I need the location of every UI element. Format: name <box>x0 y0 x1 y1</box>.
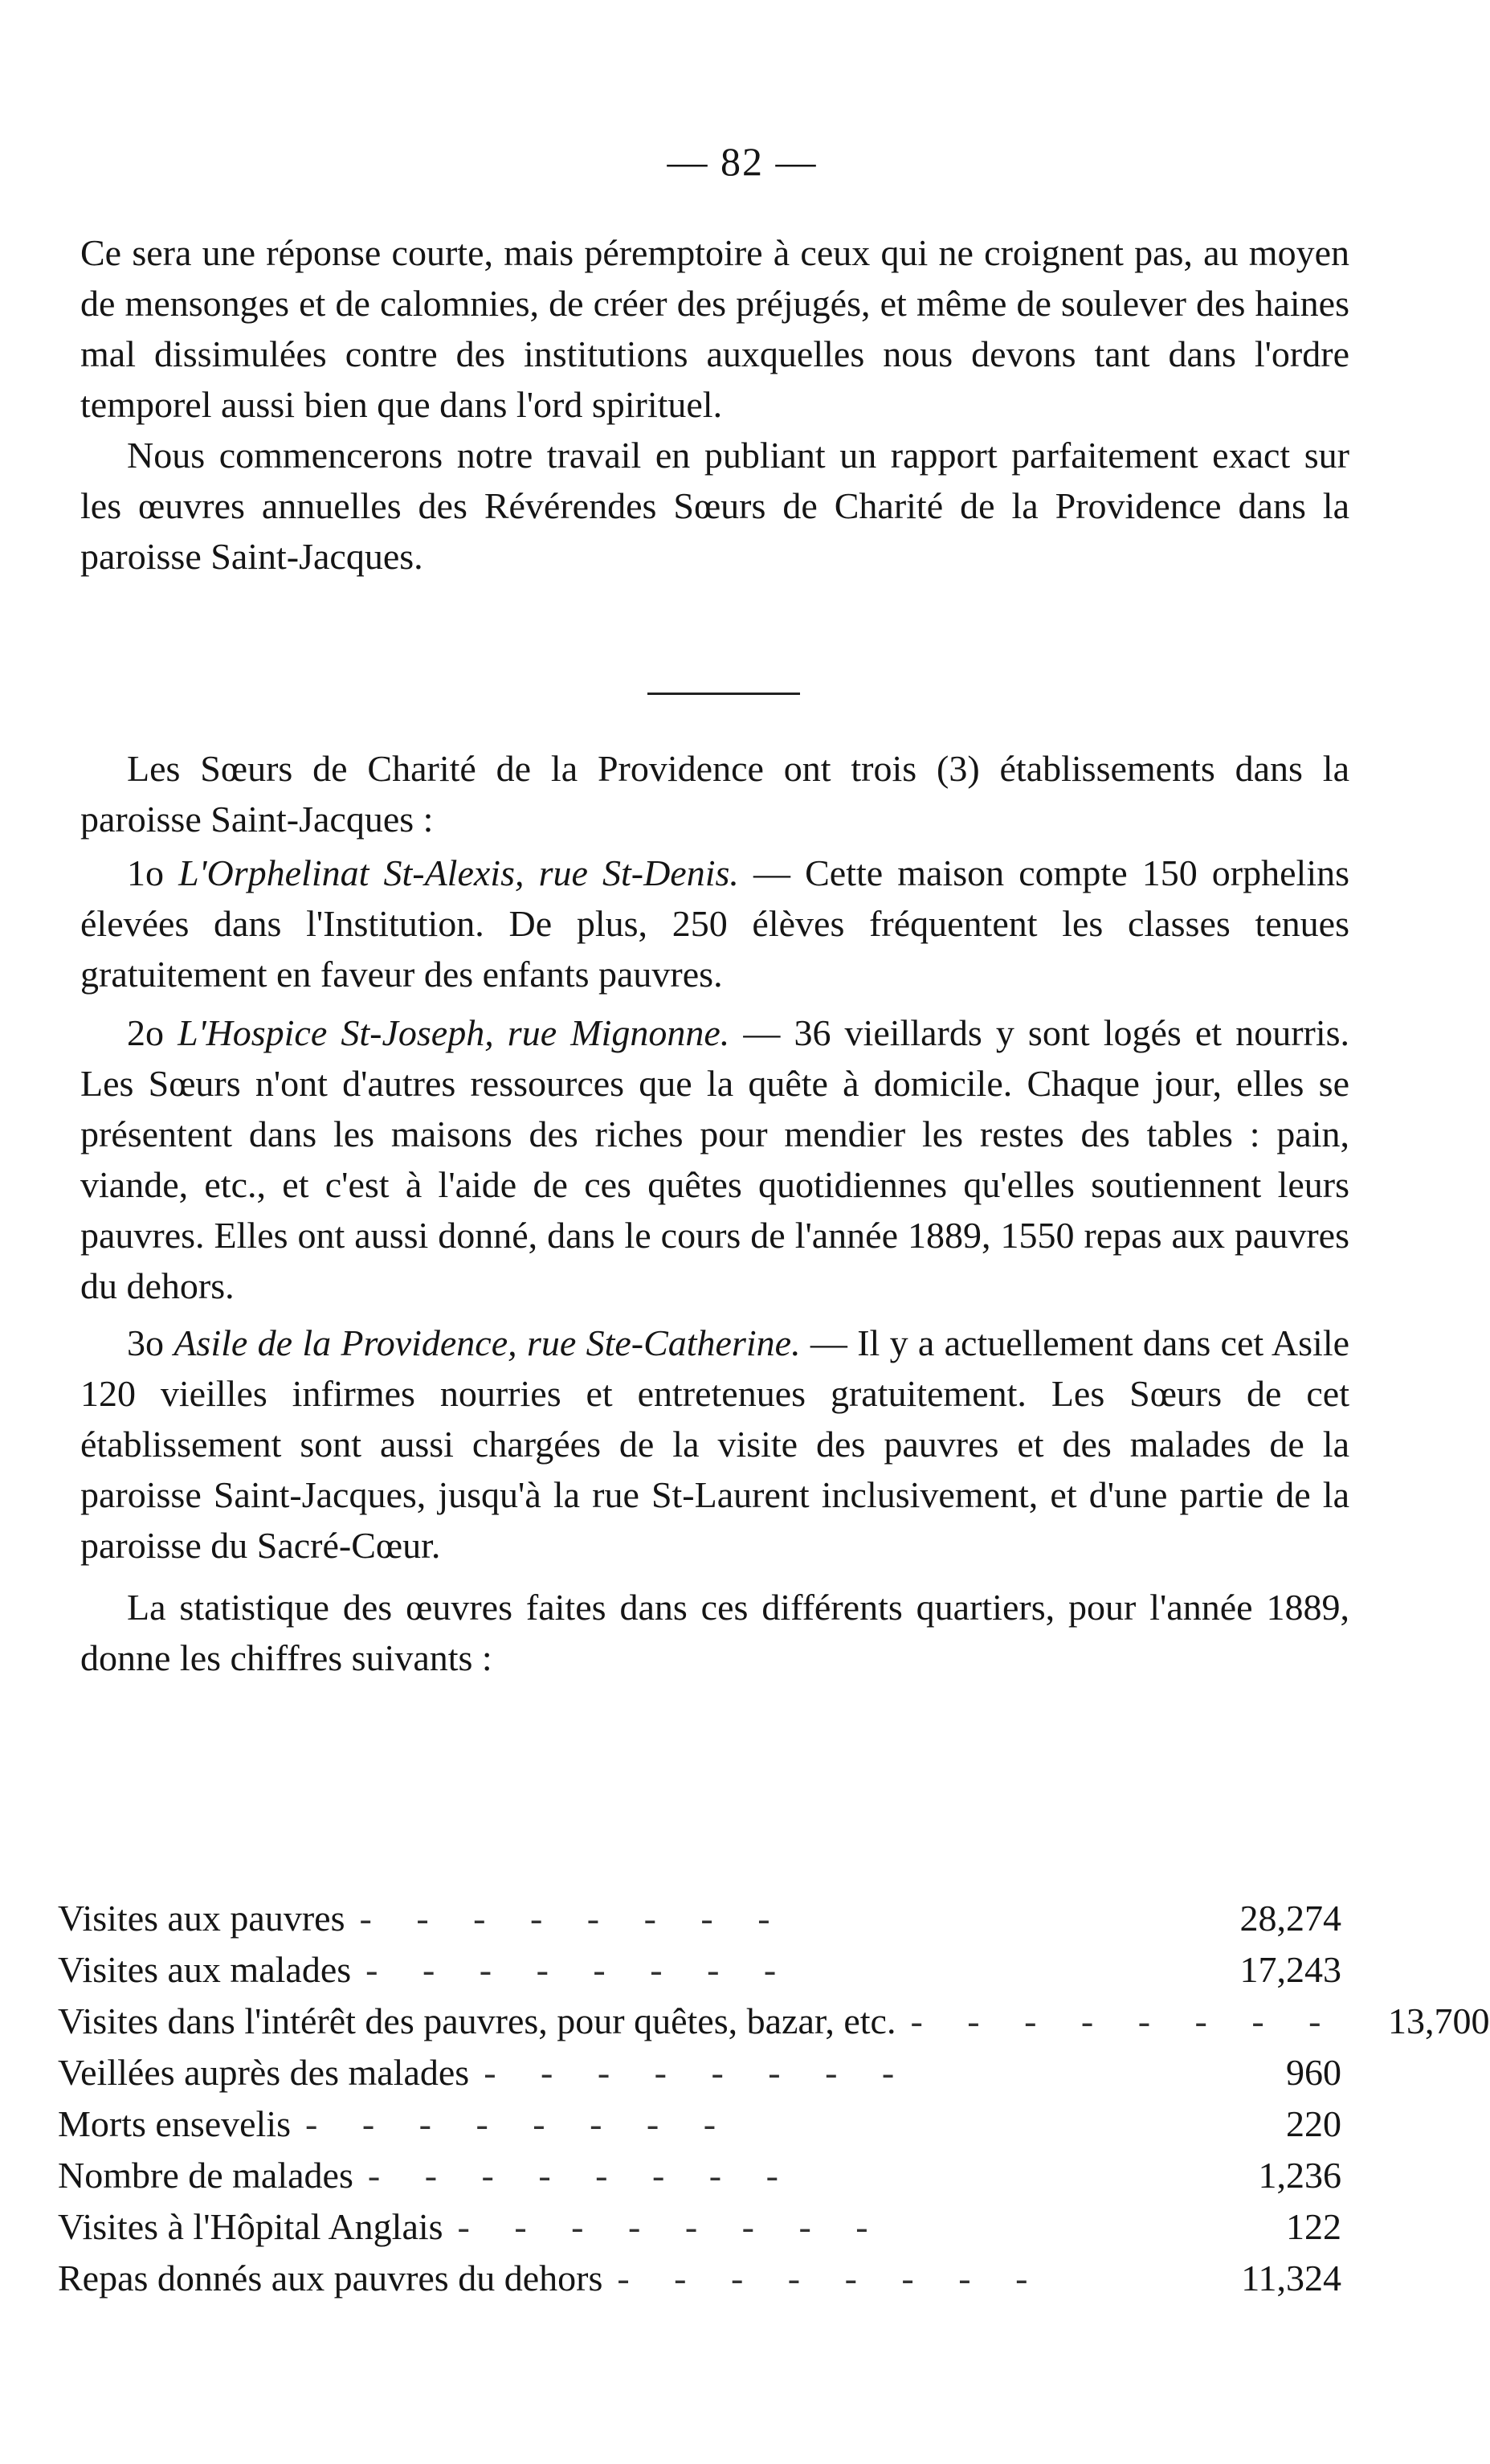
stat-row <box>58 2253 1341 2304</box>
stat-label: Repas donnés aux pauvres du dehors <box>58 2258 603 2299</box>
stat-row <box>58 1996 1490 2047</box>
stat-label: Visites à l'Hôpital Anglais <box>58 2206 443 2247</box>
stat-leader: - - - - - - - - <box>365 1949 794 1990</box>
intro-section <box>80 227 1349 582</box>
stat-leader: - - - - - - - - <box>457 2206 886 2247</box>
stat-label: Visites dans l'intérêt des pauvres, pour quêtes, bazar, etc. <box>58 2000 896 2041</box>
item-number: 1o <box>127 852 164 893</box>
stat-row <box>58 1944 1341 1996</box>
intro-paragraph: Ce sera une réponse courte, mais péremptoire à ceux qui ne croignent pas, au moyen de mensonges et de calomnies, de créer des préjugés, et même de soulever des haines mal dissimulées contre des institutions auxquelles nous devons tant dans l'ordre temporel aussi bien que dans l'ord spirituel. <box>80 232 1349 425</box>
stat-value: 220 <box>1286 2103 1341 2144</box>
stat-value: 122 <box>1286 2206 1341 2247</box>
item-number: 3o <box>127 1322 164 1363</box>
stat-value: 11,324 <box>1241 2258 1341 2299</box>
item-text: — 36 vieillards y sont logés et nourris. Les Sœurs n'ont d'autres ressources que la quête à domicile. Chaque jour, elles se présentent dans les maisons des riches pour mendier les restes des tables : pain, viande, etc., et c'est à l'aide de ces quêtes quotidiennes qu'elles soutiennent leurs pauvres. Elles ont aussi donné, dans le cours de l'année 1889, 1550 repas aux pauvres du dehors. <box>80 1012 1350 1306</box>
establishment-item-3 <box>80 1318 1349 1571</box>
stat-value: 13,700 <box>1388 2000 1490 2041</box>
establishment-item-1 <box>80 848 1349 999</box>
item-title: Asile de la Providence, rue Ste-Catherine. <box>173 1322 801 1363</box>
item-text: — Il y a actuellement dans cet Asile 120 vieilles infirmes nourries et entretenues gratuitement. Les Sœurs de cet établissement sont aussi chargées de la visite des pauvres et des malades de la paroisse Saint-Jacques, jusqu'à la rue St-Laurent inclusivement, et d'une partie de la paroisse du Sacré-Cœur. <box>80 1322 1350 1566</box>
item-number: 2o <box>127 1012 164 1053</box>
stat-leader: - - - - - - - - <box>617 2258 1046 2299</box>
statistics-intro: La statistique des œuvres faites dans ces différents quartiers, pour l'année 1889, donne les chiffres suivants : <box>80 1587 1349 1678</box>
stat-leader: - - - - - - - - <box>910 2000 1339 2041</box>
stat-label: Visites aux malades <box>58 1949 352 1990</box>
establishment-item-2 <box>80 1007 1349 1311</box>
statistics-table <box>58 1893 1490 2304</box>
stat-row <box>58 2150 1341 2201</box>
item-title: L'Orphelinat St-Alexis, rue St-Denis. <box>178 852 739 893</box>
stat-label: Visites aux pauvres <box>58 1898 345 1939</box>
stat-row <box>58 2201 1341 2253</box>
stat-label: Veillées auprès des malades <box>58 2052 470 2093</box>
stat-row <box>58 2047 1341 2098</box>
stat-leader: - - - - - - - - <box>367 2155 796 2196</box>
second-paragraph: Nous commencerons notre travail en publiant un rapport parfaitement exact sur les œuvres annuelles des Révérendes Sœurs de Charité de la Providence dans la paroisse Saint-Jacques. <box>80 435 1349 577</box>
section-divider <box>647 693 800 695</box>
establishments-intro: Les Sœurs de Charité de la Providence ont trois (3) établissements dans la paroisse Saint-Jacques : <box>80 748 1349 840</box>
stat-value: 17,243 <box>1239 1949 1341 1990</box>
stat-value: 960 <box>1286 2052 1341 2093</box>
stat-leader: - - - - - - - - <box>305 2103 734 2144</box>
item-text: — Cette maison compte 150 orphelins élevées dans l'Institution. De plus, 250 élèves fréquentent les classes tenues gratuitement en faveur des enfants pauvres. <box>80 852 1350 995</box>
establishments-section <box>80 743 1349 1683</box>
stat-label: Morts ensevelis <box>58 2103 292 2144</box>
page-number: — 82 — <box>667 139 818 184</box>
stat-leader: - - - - - - - - <box>359 1898 788 1939</box>
stat-value: 1,236 <box>1258 2155 1341 2196</box>
stat-row <box>58 2098 1341 2150</box>
stat-value: 28,274 <box>1239 1898 1341 1939</box>
item-title: L'Hospice St-Joseph, rue Mignonne. <box>178 1012 730 1053</box>
stat-leader: - - - - - - - - <box>484 2052 912 2093</box>
stat-label: Nombre de malades <box>58 2155 353 2196</box>
stat-row <box>58 1893 1341 1944</box>
